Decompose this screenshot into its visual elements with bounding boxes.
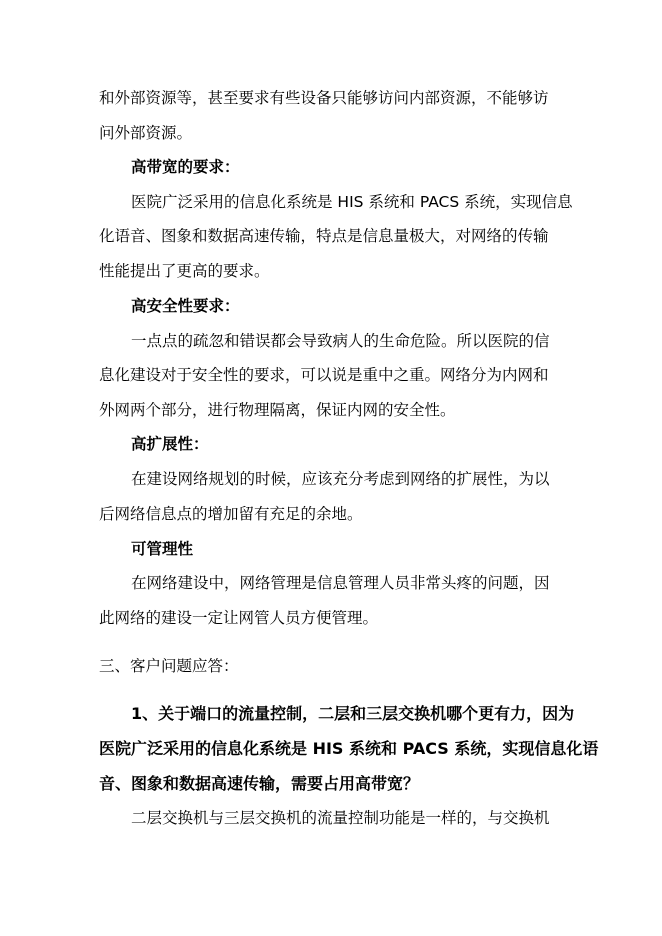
section-heading-scalability: 高扩展性： — [131, 435, 209, 453]
text-line: 性能提出了更高的要求。 — [99, 262, 270, 280]
question-line: 1、关于端口的流量控制，二层和三层交换机哪个更有力，因为 — [131, 704, 575, 723]
text-line: 化语音、图象和数据高速传输，特点是信息量极大，对网络的传输 — [99, 227, 549, 245]
text-line: 息化建设对于安全性的要求，可以说是重中之重。网络分为内网和 — [99, 366, 549, 384]
text-line: 在建设网络规划的时候，应该充分考虑到网络的扩展性，为以 — [131, 470, 550, 488]
section-heading-customer-qa: 三、客户问题应答： — [99, 657, 239, 675]
section-heading-manageability: 可管理性 — [131, 540, 194, 558]
question-line: 医院广泛采用的信息化系统是 HIS 系统和 PACS 系统，实现信息化语 — [99, 739, 599, 758]
text-line: 此网络的建设一定让网管人员方便管理。 — [99, 609, 379, 627]
text-line: 后网络信息点的增加留有充足的余地。 — [99, 505, 363, 523]
text-line: 和外部资源等，甚至要求有些设备只能够访问内部资源，不能够访 — [99, 89, 549, 107]
text-line: 在网络建设中，网络管理是信息管理人员非常头疼的问题，因 — [131, 574, 550, 592]
text-line: 问外部资源。 — [99, 124, 193, 142]
section-heading-security: 高安全性要求： — [131, 297, 240, 315]
text-line: 外网两个部分，进行物理隔离，保证内网的安全性。 — [99, 401, 456, 419]
question-line: 音、图象和数据高速传输，需要占用高带宽？ — [99, 774, 420, 793]
text-line: 二层交换机与三层交换机的流量控制功能是一样的，与交换机 — [131, 809, 550, 827]
section-heading-bandwidth: 高带宽的要求： — [131, 158, 240, 176]
text-line: 一点点的疏忽和错误都会导致病人的生命危险。所以医院的信 — [131, 332, 550, 350]
text-line: 医院广泛采用的信息化系统是 HIS 系统和 PACS 系统，实现信息 — [131, 193, 573, 211]
